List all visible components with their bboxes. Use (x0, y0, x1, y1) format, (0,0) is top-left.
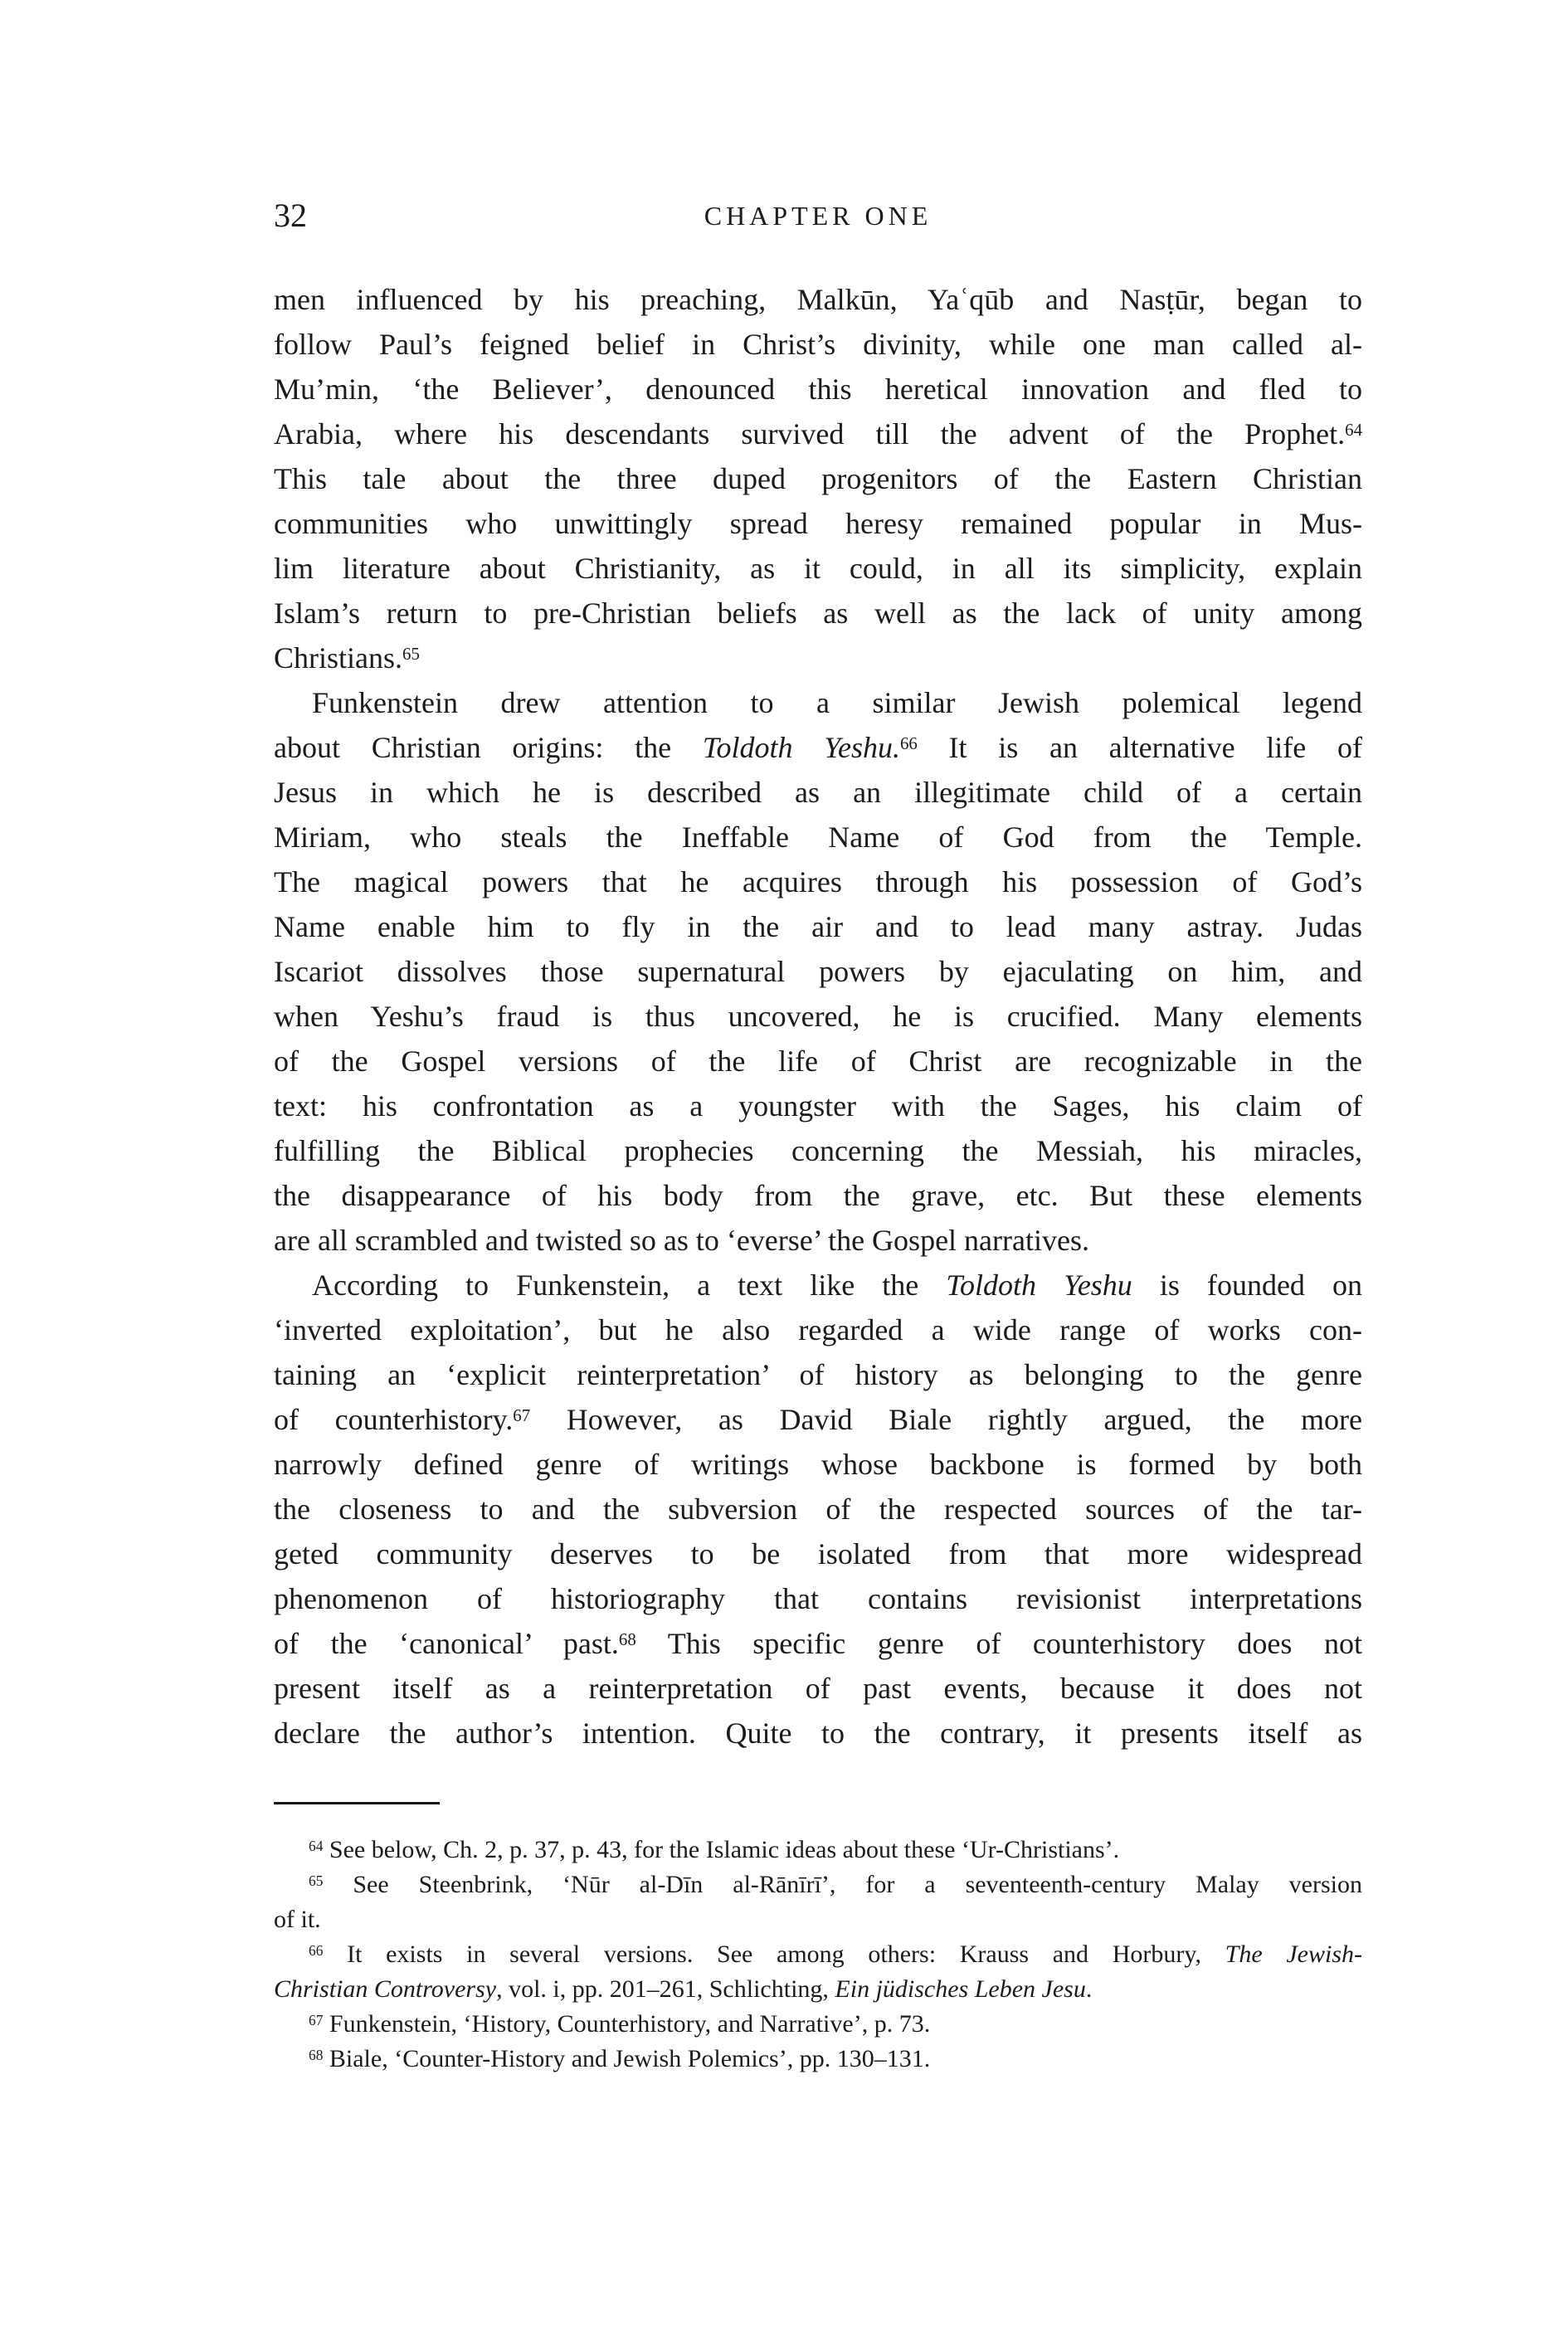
text-run: declare the author’s intention. Quite to the contrary, it presents itself as (274, 1717, 1362, 1750)
text-run: , vol. i, pp. 201–261, Schlichting, (496, 1975, 835, 2003)
body-line (274, 1621, 1362, 1666)
body-line (274, 1352, 1362, 1397)
body-line (274, 1711, 1362, 1755)
text-run: Ein jüdisches Leben Jesu (835, 1975, 1086, 2003)
body-line (274, 1397, 1362, 1442)
text-run: phenomenon of historiography that contains revisionist interpretations (274, 1582, 1362, 1615)
body-line (274, 1487, 1362, 1531)
text-run: is founded on (1132, 1269, 1362, 1302)
footnote-line (274, 2007, 1362, 2042)
footnotes (274, 1833, 1362, 2077)
page-number: 32 (274, 197, 307, 234)
text-run: about Christian origins: the (274, 731, 703, 764)
text-run: It is an alternative life of (917, 731, 1362, 764)
text-run: Biale, ‘Counter-History and Jewish Polemics’, pp. 130–131. (323, 2045, 931, 2072)
text-run: It exists in several versions. See among others: Krauss and Horbury, (323, 1941, 1225, 1968)
footnote-number: 67 (513, 1405, 531, 1425)
text-run: text: his confrontation as a youngster with the Sages, his claim of (274, 1089, 1362, 1122)
text-run: taining an ‘explicit reinterpretation’ of history as belonging to the genre (274, 1358, 1362, 1391)
text-run: are all scrambled and twisted so as to ‘everse’ the Gospel narratives. (274, 1224, 1089, 1257)
text-run: Name enable him to fly in the air and to lead many astray. Judas (274, 910, 1362, 943)
body-line (274, 994, 1362, 1039)
footnote-line (274, 2042, 1362, 2077)
text-run: the disappearance of his body from the grave, etc. But these elements (274, 1179, 1362, 1212)
text-run: Toldoth Yeshu (946, 1269, 1132, 1302)
footnote-line (274, 1972, 1362, 2007)
text-run: According to Funkenstein, a text like the (312, 1269, 947, 1302)
text-run: ‘inverted exploitation’, but he also regarded a wide range of works con- (274, 1313, 1362, 1346)
body-text (274, 277, 1362, 1755)
footnote-number: 64 (1345, 419, 1362, 440)
footnote-number: 65 (309, 1872, 324, 1889)
footnote-number: 67 (309, 2011, 324, 2028)
body-line (274, 904, 1362, 949)
body-line (274, 1218, 1362, 1263)
text-run: Arabia, where his descendants survived till the advent of the Prophet. (274, 417, 1346, 450)
text-run: Christian Controversy (274, 1975, 497, 2003)
body-line (274, 680, 1362, 725)
body-line (274, 1083, 1362, 1128)
text-run: fulfilling the Biblical prophecies concerning the Messiah, his miracles, (274, 1134, 1362, 1167)
body-line (274, 411, 1362, 456)
footnote-number: 68 (618, 1629, 636, 1649)
text-run: of the ‘canonical’ past. (274, 1627, 619, 1660)
footnote-separator (274, 1802, 440, 1804)
body-line (274, 770, 1362, 815)
body-line (274, 591, 1362, 635)
text-run: . (1085, 1975, 1093, 2003)
text-run: This tale about the three duped progenitors of the Eastern Christian (274, 462, 1362, 495)
text-run: Funkenstein drew attention to a similar Jewish polemical legend (312, 686, 1362, 719)
text-run: Mu’min, ‘the Believer’, denounced this heretical innovation and fled to (274, 373, 1362, 406)
text-run: the closeness to and the subversion of the respected sources of the tar- (274, 1493, 1362, 1526)
running-head: CHAPTER ONE (704, 201, 933, 231)
footnote-line (274, 1867, 1362, 1902)
body-line (274, 1128, 1362, 1173)
body-line (274, 456, 1362, 501)
footnote-number: 65 (402, 643, 420, 664)
body-line (274, 815, 1362, 859)
text-run: See below, Ch. 2, p. 37, p. 43, for the Islamic ideas about these ‘Ur-Christians’. (323, 1836, 1120, 1863)
body-line (274, 725, 1362, 770)
text-run: geted community deserves to be isolated from that more widespread (274, 1537, 1362, 1570)
text-run: of the Gospel versions of the life of Christ are recognizable in the (274, 1045, 1362, 1078)
body-line (274, 859, 1362, 904)
body-line (274, 277, 1362, 322)
footnote-line (274, 1833, 1362, 1867)
text-run: present itself as a reinterpretation of past events, because it does not (274, 1672, 1362, 1705)
footnote-number: 66 (309, 1941, 324, 1959)
body-line (274, 501, 1362, 546)
body-line (274, 322, 1362, 367)
body-line (274, 1442, 1362, 1487)
page-header (274, 197, 1362, 236)
text-column (274, 197, 1362, 2077)
body-line (274, 1039, 1362, 1083)
body-line (274, 1576, 1362, 1621)
text-run: when Yeshu’s fraud is thus uncovered, he is crucified. Many elements (274, 1000, 1362, 1033)
footnote-number: 64 (309, 1837, 324, 1854)
body-line (274, 949, 1362, 994)
footnote-line (274, 1937, 1362, 1972)
body-line (274, 1307, 1362, 1352)
text-run: Jesus in which he is described as an illegitimate child of a certain (274, 776, 1362, 809)
text-run: Christians. (274, 641, 403, 674)
text-run: men influenced by his preaching, Malkūn, Yaʿqūb and Nasṭūr, began to (274, 283, 1362, 316)
text-run: lim literature about Christianity, as it could, in all its simplicity, explain (274, 552, 1362, 585)
text-run: Toldoth Yeshu. (702, 731, 900, 764)
text-run: However, as David Biale rightly argued, the more (530, 1403, 1362, 1436)
footnote-number: 68 (309, 2046, 324, 2063)
text-run: narrowly defined genre of writings whose backbone is formed by both (274, 1448, 1362, 1481)
text-run: follow Paul’s feigned belief in Christ’s divinity, while one man called al- (274, 328, 1362, 361)
text-run: Miriam, who steals the Ineffable Name of God from the Temple. (274, 821, 1362, 854)
text-run: The magical powers that he acquires through his possession of God’s (274, 865, 1362, 898)
footnote-line (274, 1902, 1362, 1937)
text-run: Iscariot dissolves those supernatural powers by ejaculating on him, and (274, 955, 1362, 988)
body-line (274, 1173, 1362, 1218)
text-run: communities who unwittingly spread heresy remained popular in Mus- (274, 507, 1362, 540)
body-line (274, 1263, 1362, 1307)
text-run: The Jewish- (1225, 1941, 1362, 1968)
text-run: See Steenbrink, ‘Nūr al-Dīn al-Rānīrī’, for a seventeenth-century Malay version (323, 1871, 1362, 1898)
body-line (274, 635, 1362, 680)
text-run: This specific genre of counterhistory does not (635, 1627, 1362, 1660)
body-line (274, 546, 1362, 591)
body-line (274, 1666, 1362, 1711)
text-run: Funkenstein, ‘History, Counterhistory, and Narrative’, p. 73. (323, 2010, 931, 2038)
body-line (274, 1531, 1362, 1576)
text-run: Islam’s return to pre-Christian beliefs as well as the lack of unity among (274, 597, 1362, 630)
body-line (274, 367, 1362, 411)
text-run: of it. (274, 1906, 321, 1933)
footnote-number: 66 (899, 733, 918, 753)
text-run: of counterhistory. (274, 1403, 514, 1436)
